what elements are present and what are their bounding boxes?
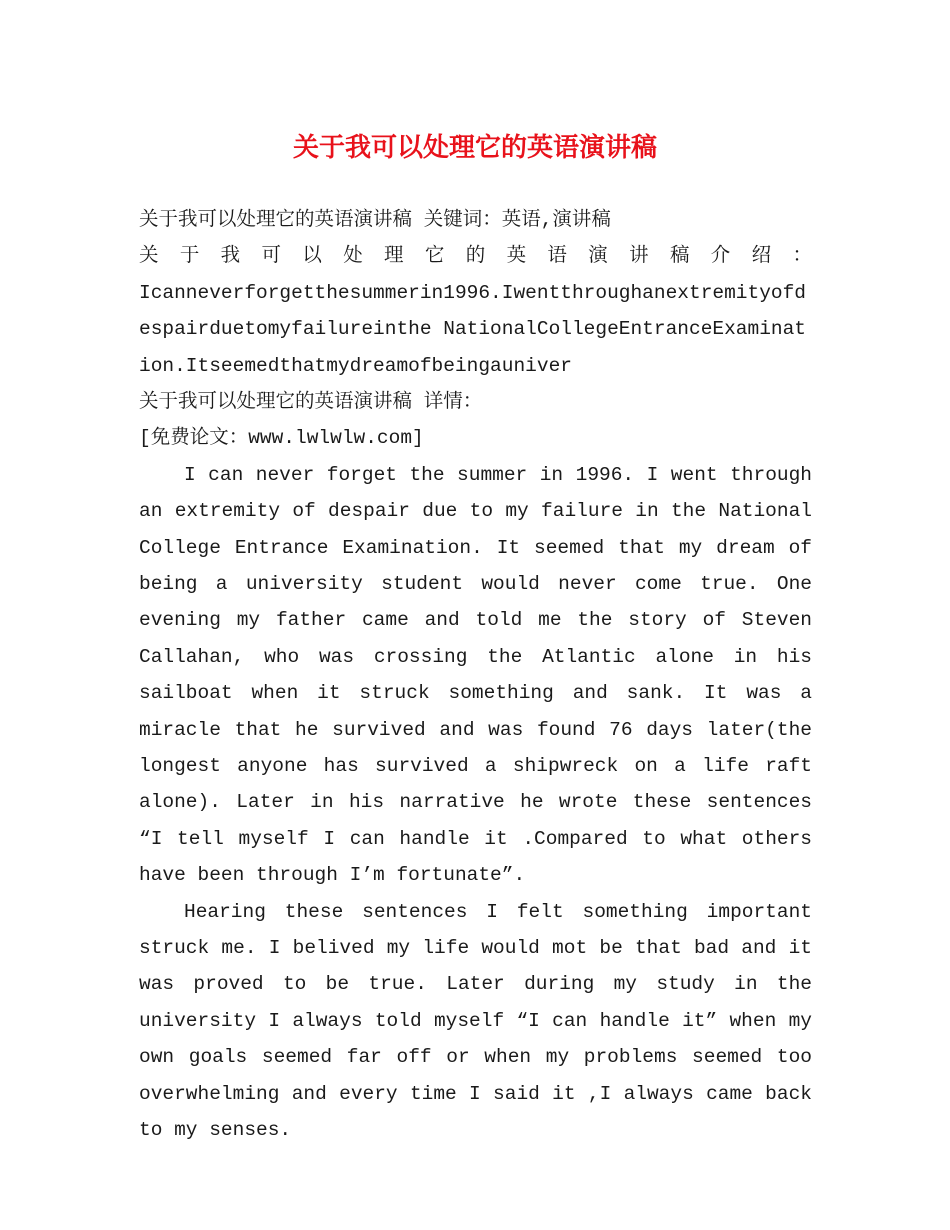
meta-line: 关于我可以处理它的英语演讲稿 关键词：英语,演讲稿 xyxy=(139,209,611,231)
source-note: [免费论文：www.lwlwlw.com] xyxy=(139,427,424,450)
intro-label: 关 于 我 可 以 处 理 它 的 英 语 演 讲 稿 介 绍 ： xyxy=(139,245,812,268)
body-paragraph-2: Hearing these sentences I felt something important struck me. I belived my life would mot be that bad and it was proved to be true. Later during my study in the university I always told myself “I can handle it” when my own goals seemed far off or when my problems seemed too overwhelming and every time I said it ,I always came back to my senses. xyxy=(139,900,812,1142)
details-label: 关于我可以处理它的英语演讲稿 详情： xyxy=(139,391,483,413)
document-body xyxy=(139,202,812,1149)
intro-text: Icanneverforgetthesummerin1996.Iwentthroughanextremityofdespairduetomyfailureinthe NationalCollegeEntranceExamination.Itseemedthatmydreamofbeingauniver xyxy=(139,281,807,377)
document-title: 关于我可以处理它的英语演讲稿 xyxy=(292,133,657,163)
body-paragraph-1: I can never forget the summer in 1996. I went through an extremity of despair due to my failure in the National College Entrance Examination. It seemed that my dream of being a university student would never come true. One evening my father came and told me the story of Steven Callahan, who was crossing the Atlantic alone in his sailboat when it struck something and sank. It was a miracle that he survived and was found 76 days later(the longest anyone has survived a shipwreck on a life raft alone). Later in his narrative he wrote these sentences “I tell myself I can handle it .Compared to what others have been through I’m fortunate”. xyxy=(139,463,812,887)
